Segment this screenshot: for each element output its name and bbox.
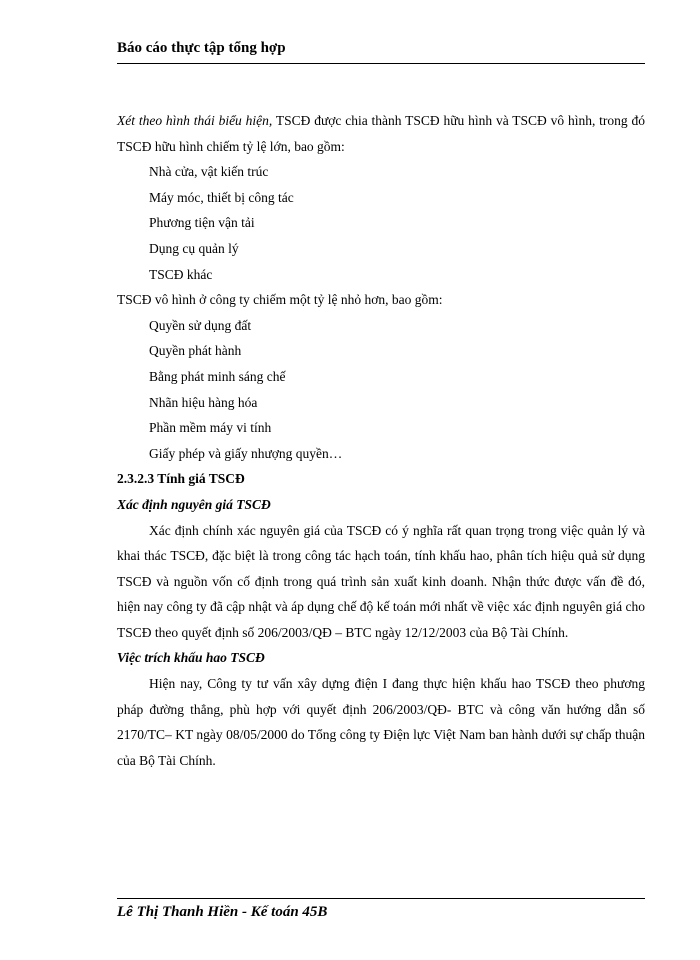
subsection-heading-depreciation: Việc trích khấu hao TSCĐ	[117, 650, 265, 666]
list-item: Máy móc, thiết bị công tác	[149, 189, 294, 205]
list-item: Phương tiện vận tải	[149, 215, 255, 231]
subsection-heading-original-cost: Xác định nguyên giá TSCĐ	[117, 496, 271, 512]
document-body	[117, 108, 645, 773]
list-item: Quyền sử dụng đất	[149, 317, 252, 333]
intangible-assets-list	[117, 313, 645, 467]
tangible-assets-list	[117, 159, 645, 287]
list-item: Nhà cửa, vật kiến trúc	[149, 164, 269, 180]
list-item: Dụng cụ quản lý	[149, 240, 239, 256]
footer-author: Lê Thị Thanh Hiền - Kế toán 45B	[117, 904, 328, 920]
list-item: Bằng phát minh sáng chế	[149, 368, 286, 384]
page-header-title: Báo cáo thực tập tổng hợp	[117, 40, 286, 56]
original-cost-paragraph: Xác định chính xác nguyên giá của TSCĐ có ý nghĩa rất quan trọng trong việc quản lý và khai thác TSCĐ, đặc biệt là trong công tác hạch toán, tính khấu hao, phân tích hiệu quả sử dụng TSCĐ và nguồn vốn cố định trong quá trình sản xuất kinh doanh. Nhận thức được vấn đề đó, hiện nay công ty đã cập nhật và áp dụng chế độ kế toán mới nhất về việc xác định nguyên giá cho TSCĐ theo quyết định số 206/2003/QĐ – BTC ngày 12/12/2003 của Bộ Tài Chính.	[117, 522, 645, 640]
list-item: Phần mềm máy vi tính	[149, 420, 272, 436]
intro-paragraph	[117, 108, 645, 159]
depreciation-paragraph: Hiện nay, Công ty tư vấn xây dựng điện I đang thực hiện khấu hao TSCĐ theo phương pháp đường thẳng, phù hợp với quyết định 206/2003/QĐ- BTC và công văn hướng dẫn số 2170/TC– KT ngày 08/05/2000 do Tổng công ty Điện lực Việt Nam ban hành dưới sự chấp thuận của Bộ Tài Chính.	[117, 676, 645, 768]
intangible-intro: TSCĐ vô hình ở công ty chiếm một tỷ lệ nhỏ hơn, bao gồm:	[117, 292, 443, 308]
list-item: TSCĐ khác	[149, 266, 213, 282]
list-item: Nhãn hiệu hàng hóa	[149, 394, 258, 410]
footer-divider	[117, 898, 645, 899]
intro-lead-italic: Xét theo hình thái biểu hiện,	[117, 113, 273, 128]
header-divider	[117, 63, 645, 64]
list-item: Giấy phép và giấy nhượng quyền…	[149, 445, 343, 461]
intro-rest: TSCĐ được chia thành TSCĐ hữu hình và TSCĐ vô hình, trong đó TSCĐ hữu hình chiếm tỷ lệ lớn, bao gồm:	[117, 113, 645, 154]
section-heading: 2.3.2.3 Tính giá TSCĐ	[117, 471, 245, 487]
list-item: Quyền phát hành	[149, 343, 242, 359]
